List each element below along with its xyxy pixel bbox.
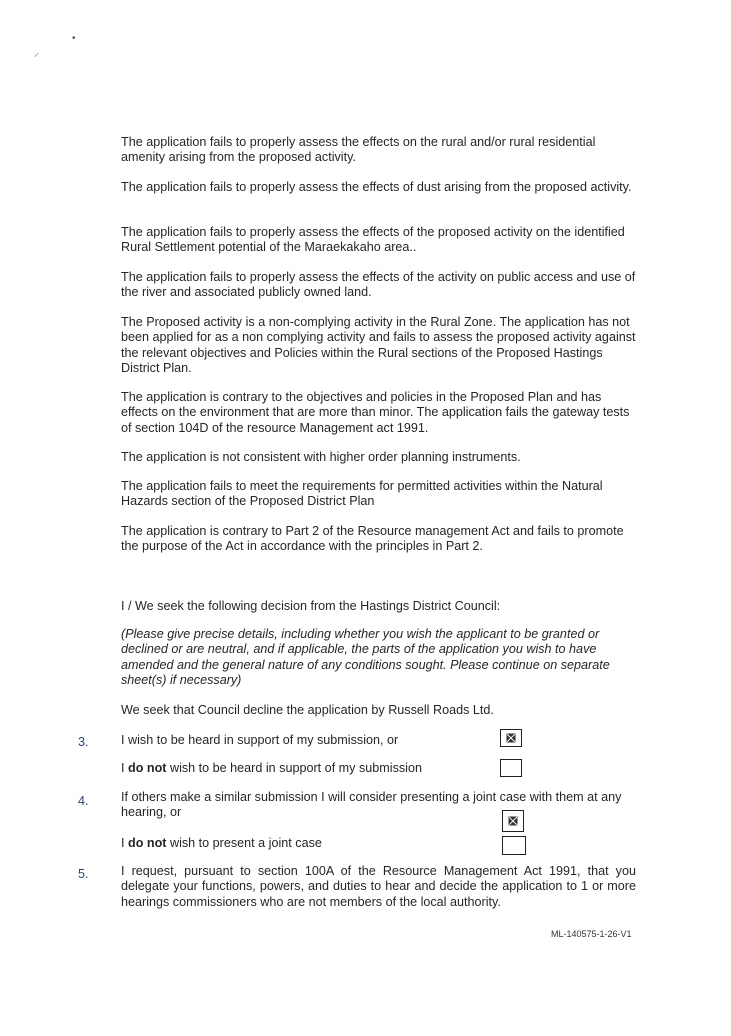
scan-speck: • <box>72 33 76 44</box>
item-5-number: 5. <box>78 867 89 881</box>
document-code: ML-140575-1-26-V1 <box>551 929 632 939</box>
item-4-option-no-joint-case <box>121 836 491 851</box>
objection-paragraph-7: The application is not consistent with higher order planning instruments. <box>121 450 521 464</box>
decision-statement: We seek that Council decline the application by Russell Roads Ltd. <box>121 703 494 717</box>
scan-speck: ⸝ <box>34 48 39 59</box>
decision-instructions: (Please give precise details, including whether you wish the applicant to be granted or declined or are neutral, and if applicable, the parts of the application you wish to have amended and the general nature of any conditions sought. Please continue on separate sheet(s) if necessary) <box>121 627 610 688</box>
item-3-not-heard-prefix: I <box>121 761 128 775</box>
objection-paragraph-2: The application fails to properly assess the effects of dust arising from the proposed activity. <box>121 180 632 194</box>
item-3-heard-checkbox[interactable] <box>500 729 522 747</box>
item-4-no-joint-case-checkbox[interactable] <box>502 836 526 855</box>
item-3-number: 3. <box>78 735 89 749</box>
item-3-option-not-heard <box>121 761 491 776</box>
item-4-no-joint-bold: do not <box>128 836 167 850</box>
objection-paragraph-4: The application fails to properly assess the effects of the activity on public access and use of the river and associated publicly owned land. <box>121 270 636 300</box>
objection-paragraph-9: The application is contrary to Part 2 of the Resource management Act and fails to promote the purpose of the Act in accordance with the principles in Part 2. <box>121 524 624 554</box>
item-3-option-heard: I wish to be heard in support of my submission, or <box>121 733 399 747</box>
objection-paragraph-6: The application is contrary to the objectives and policies in the Proposed Plan and has effects on the environment that are more than minor. The application fails the gateway tests of section 104D of the resource Management act 1991. <box>121 390 630 435</box>
objection-paragraph-5: The Proposed activity is a non-complying activity in the Rural Zone. The application has not been applied for as a non complying activity and fails to assess the proposed activity against the relevant objectives and Policies within the Rural sections of the Proposed Hastings District Plan. <box>121 315 636 376</box>
objection-paragraph-3: The application fails to properly assess the effects of the proposed activity on the identified Rural Settlement potential of the Maraekakaho area.. <box>121 225 625 255</box>
item-3-not-heard-suffix: wish to be heard in support of my submission <box>166 761 422 775</box>
check-mark-icon <box>507 734 516 743</box>
item-4-joint-case-checkbox[interactable] <box>502 810 524 832</box>
item-4-number: 4. <box>78 794 89 808</box>
item-4-no-joint-suffix: wish to present a joint case <box>166 836 322 850</box>
item-4-no-joint-prefix: I <box>121 836 128 850</box>
objection-paragraph-8: The application fails to meet the requirements for permitted activities within the Natural Hazards section of the Proposed District Plan <box>121 479 603 509</box>
item-5-request: I request, pursuant to section 100A of the Resource Management Act 1991, that you delegate your functions, powers, and duties to hear and decide the application to 1 or more hearings commissioners who are not members of the local authority. <box>121 864 636 909</box>
objection-paragraph-1: The application fails to properly assess the effects on the rural and/or rural residential amenity arising from the proposed activity. <box>121 135 596 165</box>
item-3-not-heard-bold: do not <box>128 761 167 775</box>
item-4-option-joint-case: If others make a similar submission I will consider presenting a joint case with them at any hearing, or <box>121 790 622 820</box>
item-3-not-heard-checkbox[interactable] <box>500 759 522 777</box>
decision-heading: I / We seek the following decision from the Hastings District Council: <box>121 599 501 613</box>
check-mark-icon <box>509 817 518 826</box>
